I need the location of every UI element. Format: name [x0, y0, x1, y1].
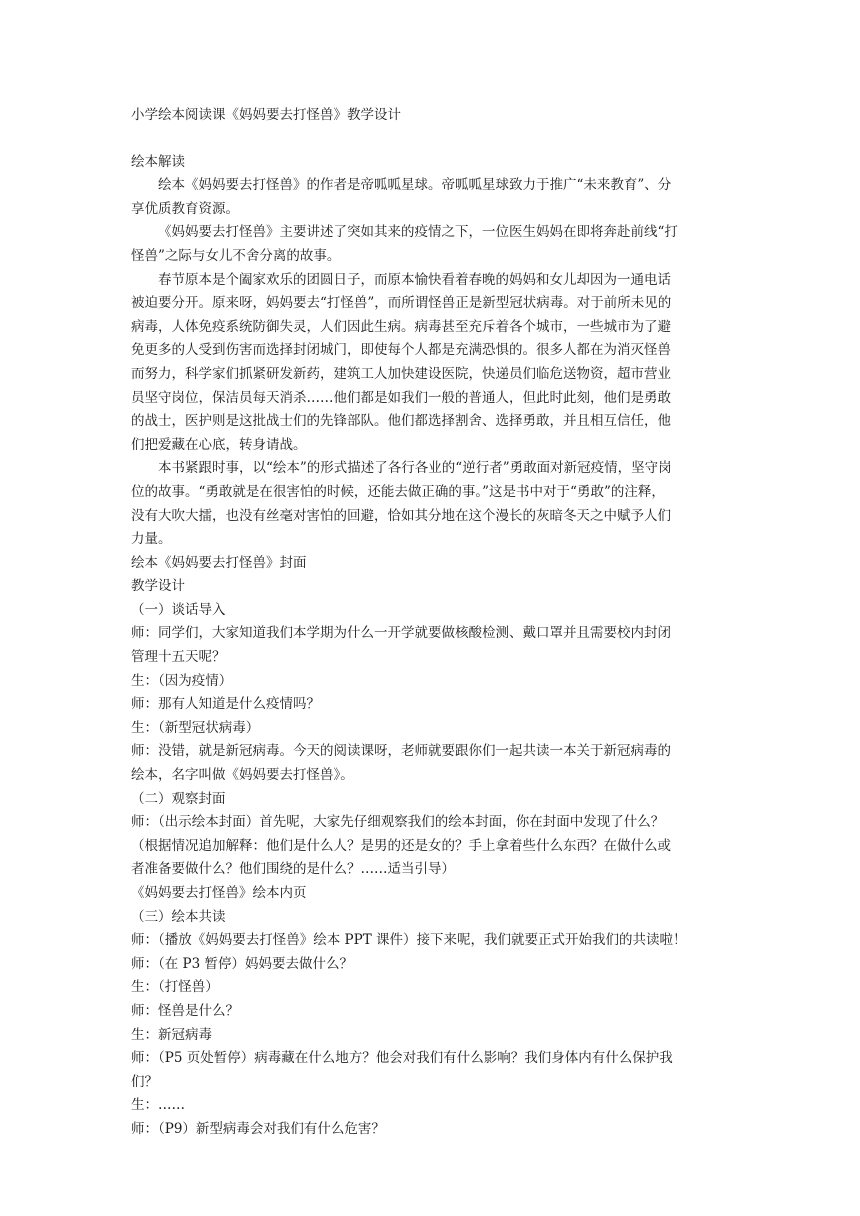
dialogue-line: 师：（P9）新型病毒会对我们有什么危害？	[131, 1120, 385, 1137]
dialogue-line: 师：（播放《妈妈要去打怪兽》绘本 PPT 课件）接下来呢，我们就要正式开始我们的共读啦！	[131, 932, 687, 949]
text-line: 位的故事。“勇敢就是在很害怕的时候，还能去做正确的事。”这是书中对于“勇敢”的注释，	[131, 483, 665, 500]
text-line: 《妈妈要去打怪兽》主要讲述了突如其来的疫情之下，一位医生妈妈在即将奔赴前线“打	[158, 224, 678, 241]
text-line: 而努力，科学家们抓紧研发新药，建筑工人加快建设医院，快递员们临危送物资，超市营业	[131, 365, 671, 382]
section-heading-teaching: 教学设计	[131, 578, 185, 595]
dialogue-line: 生：（打怪兽）	[131, 979, 219, 996]
paragraph-courage	[131, 457, 731, 551]
text-line: 怪兽”之际与女儿不舍分离的故事。	[131, 247, 341, 264]
dialogue-line: 绘本，名字叫做《妈妈要去打怪兽》。	[131, 767, 354, 784]
dialogue-line: 师：（在 P3 暂停）妈妈要去做什么？	[131, 955, 354, 972]
text-line: 绘本《妈妈要去打怪兽》的作者是帝呱呱星球。帝呱呱星球致力于推广“未来教育”、分	[158, 177, 672, 194]
text-line: 的战士，医护则是这批战士们的先锋部队。他们都选择割舍、选择勇敢，并且相互信任，他	[131, 413, 671, 430]
paragraph-story	[131, 269, 731, 458]
dialogue-reading	[131, 929, 731, 1141]
dialogue-line: 生：新冠病毒	[131, 1026, 212, 1043]
step-heading-cover: （二）观察封面	[131, 790, 226, 807]
dialogue-line: （根据情况追加解释：他们是什么人？是男的还是女的？手上拿着些什么东西？在做什么或	[131, 837, 671, 854]
step-heading-intro: （一）谈话导入	[131, 601, 226, 618]
dialogue-line: 师：同学们，大家知道我们本学期为什么一开学就要做核酸检测、戴口罩并且需要校内封闭	[131, 625, 671, 642]
text-line: 免更多的人受到伤害而选择封闭城门，即使每个人都是充满恐惧的。很多人都在为消灭怪兽	[131, 342, 671, 359]
text-line: 病毒，人体免疫系统防御失灵，人们因此生病。病毒甚至充斥着各个城市，一些城市为了避	[131, 318, 671, 335]
dialogue-line: 师：怪兽是什么？	[131, 1002, 239, 1019]
paragraph-summary	[131, 221, 731, 268]
dialogue-line: 者准备要做什么？他们围绕的是什么？……适当引导）	[131, 861, 455, 878]
text-line: 员坚守岗位，保洁员每天消杀……他们都是如我们一般的普通人，但此时此刻，他们是勇敢	[131, 389, 671, 406]
text-line: 春节原本是个阖家欢乐的团圆日子，而原本愉快看着春晚的妈妈和女儿却因为一通电话	[158, 271, 671, 288]
spacer	[131, 128, 731, 151]
text-line: 们把爱藏在心底，转身请战。	[131, 436, 307, 453]
dialogue-line: 生：（新型冠状病毒）	[131, 719, 260, 736]
dialogue-intro	[131, 622, 731, 787]
text-line: 没有大吹大擂，也没有丝毫对害怕的回避，恰如其分地在这个漫长的灰暗冬天之中赋予人们	[131, 507, 671, 524]
dialogue-line: 生：……	[131, 1097, 185, 1114]
dialogue-line: 师：（P5 页处暂停）病毒藏在什么地方？他会对我们有什么影响？我们身体内有什么保护我	[131, 1050, 673, 1067]
document-page	[131, 104, 731, 1142]
step-heading-reading: （三）绘本共读	[131, 908, 226, 925]
paragraph-author	[131, 174, 731, 221]
dialogue-line: 管理十五天呢？	[131, 649, 226, 666]
text-line: 本书紧跟时事，以“绘本”的形式描述了各行各业的“逆行者”勇敢面对新冠疫情，坚守岗	[158, 460, 672, 477]
text-line: 力量。	[131, 531, 172, 548]
dialogue-line: 师：那有人知道是什么疫情吗？	[131, 696, 320, 713]
text-line: 享优质教育资源。	[131, 200, 239, 217]
section-heading-reading: 绘本解读	[131, 153, 185, 170]
dialogue-line: 们？	[131, 1073, 158, 1090]
document-title: 小学绘本阅读课《妈妈要去打怪兽》教学设计	[131, 107, 401, 123]
cover-caption: 绘本《妈妈要去打怪兽》封面	[131, 554, 307, 571]
dialogue-line: 师：没错，就是新冠病毒。今天的阅读课呀，老师就要跟你们一起共读一本关于新冠病毒的	[131, 743, 671, 760]
dialogue-cover	[131, 811, 731, 882]
text-line: 被迫要分开。原来呀，妈妈要去“打怪兽”，而所谓怪兽正是新型冠状病毒。对于前所未见的	[131, 295, 672, 312]
dialogue-line: 师：（出示绘本封面）首先呢，大家先仔细观察我们的绘本封面，你在封面中发现了什么？	[131, 814, 665, 831]
dialogue-line: 生：（因为疫情）	[131, 672, 233, 689]
inner-page-caption: 《妈妈要去打怪兽》绘本内页	[131, 885, 307, 901]
